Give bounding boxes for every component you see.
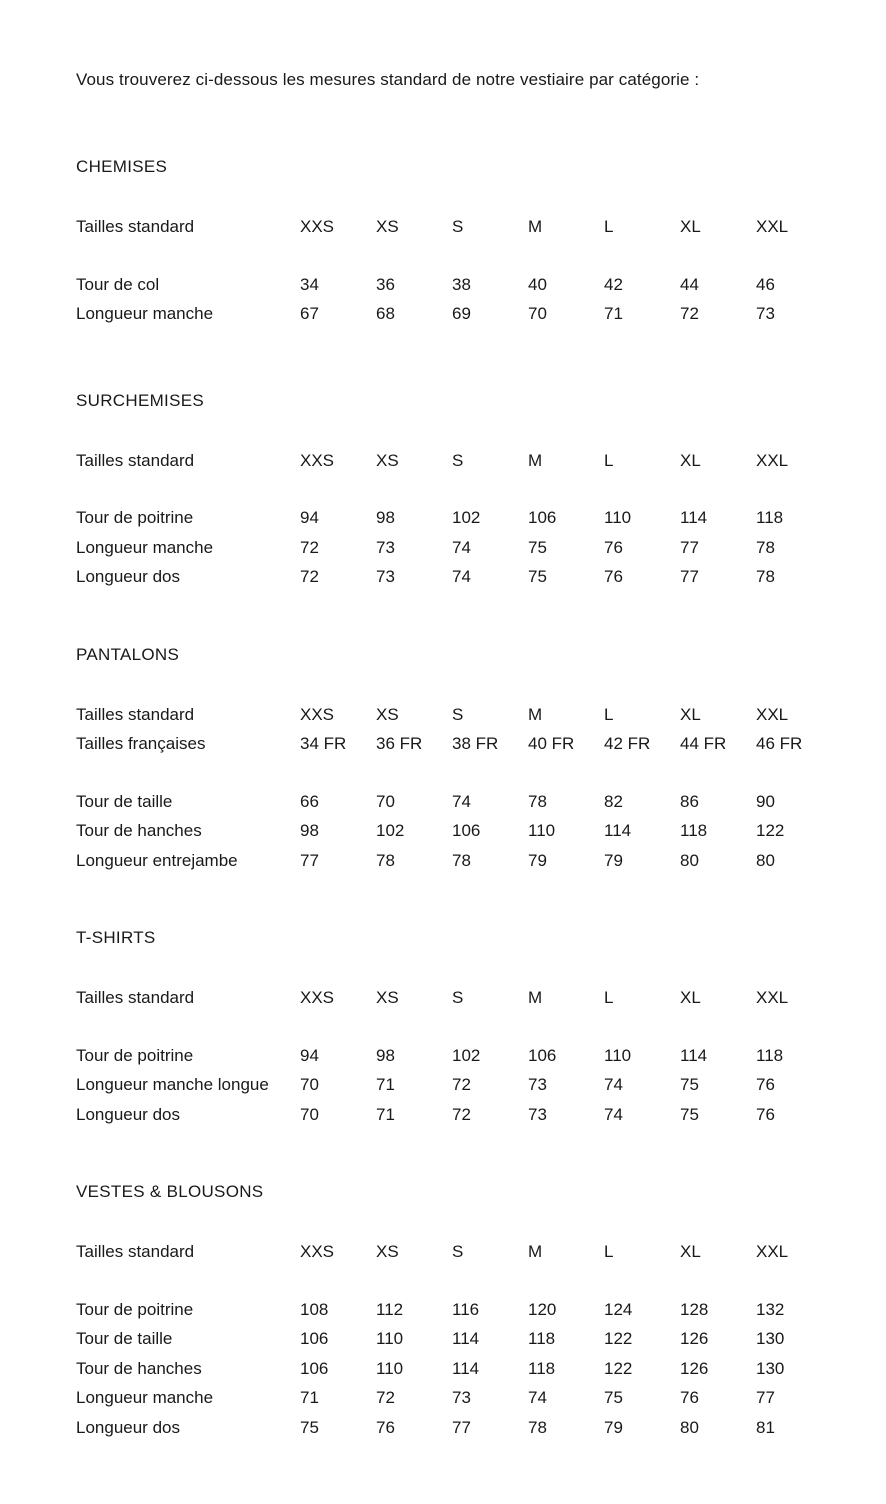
- size-table: [76, 700, 846, 876]
- measurement-value: 72: [452, 1104, 471, 1124]
- size-header-cell: L: [604, 988, 614, 1007]
- size-header-cell: M: [528, 450, 543, 470]
- measurement-value: 79: [528, 850, 547, 870]
- size-header-cell: M: [528, 704, 543, 724]
- measurement-row: [76, 846, 846, 876]
- measurement-value: 110: [528, 821, 556, 840]
- category-title: SURCHEMISES: [76, 390, 204, 410]
- measurement-value: 118: [680, 821, 708, 840]
- measurement-value: 73: [528, 1104, 547, 1124]
- measurement-value: 72: [300, 567, 319, 586]
- measurement-value: 80: [756, 850, 775, 870]
- size-header-cell: XL: [680, 1242, 701, 1261]
- size-header-cell: XL: [680, 450, 701, 470]
- measurement-value: 114: [680, 1045, 708, 1065]
- measurement-value: 78: [452, 850, 471, 870]
- table-spacer: [76, 1267, 846, 1295]
- measurement-value: 77: [452, 1417, 471, 1437]
- measurement-value: 71: [376, 1104, 395, 1124]
- measurement-row: [76, 1070, 846, 1100]
- measurement-value: 130: [756, 1358, 785, 1378]
- measurement-value: 76: [756, 1075, 775, 1094]
- measurement-label: Longueur dos: [76, 1104, 180, 1124]
- measurement-value: 34: [300, 274, 319, 294]
- size-header-cell: XXS: [300, 704, 335, 724]
- measurement-value: 75: [528, 567, 547, 586]
- measurement-value: 81: [756, 1417, 775, 1437]
- size-header-cell: XXS: [300, 1242, 335, 1261]
- size-header-cell: L: [604, 450, 614, 470]
- measurement-value: 102: [376, 821, 405, 840]
- intro-text: Vous trouverez ci-dessous les mesures standard de notre vestiaire par catégorie :: [76, 70, 700, 89]
- size-header-cell: XXS: [300, 450, 335, 470]
- measurement-label: Tour de poitrine: [76, 1299, 194, 1319]
- measurement-value: 75: [528, 537, 547, 557]
- measurement-label: Longueur manche: [76, 537, 214, 557]
- measurement-value: 126: [680, 1329, 709, 1348]
- table-spacer: [76, 759, 846, 787]
- measurement-value: 74: [452, 567, 471, 586]
- measurement-value: 102: [452, 1045, 481, 1065]
- measurement-value: 114: [452, 1329, 480, 1348]
- size-header-cell: XS: [376, 450, 399, 470]
- measurement-value: 42: [604, 274, 623, 294]
- header-row-label: Tailles standard: [76, 217, 195, 236]
- measurement-label: Tour de taille: [76, 1329, 173, 1348]
- measurement-row: [76, 1100, 846, 1130]
- measurement-value: 77: [680, 567, 699, 586]
- measurement-label: Tour de hanches: [76, 821, 202, 840]
- size-header-row: [76, 1237, 846, 1267]
- measurement-value: 74: [452, 791, 471, 811]
- measurement-value: 98: [300, 821, 319, 840]
- measurement-value: 110: [376, 1329, 404, 1348]
- size-header-cell: S: [452, 1242, 464, 1261]
- measurement-value: 130: [756, 1329, 785, 1348]
- size-header-cell: M: [528, 988, 543, 1007]
- measurement-value: 106: [452, 821, 481, 840]
- measurement-row: [76, 1295, 846, 1325]
- measurement-value: 128: [680, 1299, 709, 1319]
- measurement-value: 114: [680, 508, 708, 527]
- size-header-row: [76, 446, 846, 476]
- measurement-value: 78: [528, 791, 547, 811]
- measurement-value: 94: [300, 1045, 319, 1065]
- measurement-value: 44: [680, 274, 699, 294]
- category-section: [76, 1182, 846, 1442]
- size-header-cell: XXL: [756, 1242, 789, 1261]
- category-section: [76, 391, 846, 592]
- header-row-label: Tailles standard: [76, 704, 195, 724]
- measurement-value: 75: [680, 1075, 699, 1094]
- measurement-label: Longueur manche: [76, 1388, 214, 1407]
- size-header-cell: XS: [376, 988, 399, 1007]
- size-header-cell: 36 FR: [376, 734, 423, 753]
- size-header-cell: S: [452, 704, 464, 724]
- measurement-row: [76, 1413, 846, 1443]
- measurement-value: 116: [452, 1299, 480, 1319]
- size-header-row: [76, 212, 846, 242]
- measurement-value: 106: [528, 1045, 557, 1065]
- size-header-cell: L: [604, 1242, 614, 1261]
- measurement-value: 120: [528, 1299, 557, 1319]
- measurement-value: 78: [528, 1417, 547, 1437]
- measurement-value: 70: [300, 1104, 319, 1124]
- measurement-label: Longueur entrejambe: [76, 850, 238, 870]
- size-header-cell: XS: [376, 1242, 399, 1261]
- measurement-value: 74: [604, 1104, 623, 1124]
- size-header-row: [76, 729, 846, 759]
- measurement-value: 106: [300, 1358, 329, 1378]
- measurement-value: 70: [376, 791, 395, 811]
- category-title: VESTES & BLOUSONS: [76, 1182, 264, 1201]
- category-section: [76, 645, 846, 876]
- table-spacer: [76, 1013, 846, 1041]
- measurement-value: 75: [680, 1104, 699, 1124]
- header-row-label: Tailles françaises: [76, 734, 206, 753]
- header-row-label: Tailles standard: [76, 988, 195, 1007]
- size-table: [76, 446, 846, 592]
- measurement-row: [76, 1383, 846, 1413]
- measurement-row: [76, 299, 846, 329]
- measurement-value: 106: [528, 508, 557, 527]
- measurement-value: 74: [604, 1075, 623, 1094]
- measurement-value: 76: [376, 1417, 395, 1437]
- measurement-value: 94: [300, 508, 319, 527]
- measurement-value: 66: [300, 791, 319, 811]
- measurement-value: 82: [604, 791, 623, 811]
- measurement-value: 114: [604, 821, 632, 840]
- category-title: PANTALONS: [76, 644, 180, 664]
- measurement-value: 102: [452, 508, 481, 527]
- measurement-value: 71: [604, 304, 623, 323]
- size-header-cell: L: [604, 704, 614, 724]
- measurement-value: 46: [756, 274, 775, 294]
- measurement-value: 78: [376, 850, 395, 870]
- size-header-row: [76, 983, 846, 1013]
- measurement-value: 126: [680, 1358, 709, 1378]
- size-table: [76, 1237, 846, 1442]
- measurement-label: Longueur dos: [76, 1417, 180, 1437]
- measurement-row: [76, 533, 846, 563]
- measurement-value: 76: [604, 537, 623, 557]
- measurement-value: 73: [528, 1075, 547, 1094]
- size-table: [76, 212, 846, 329]
- measurement-value: 112: [376, 1299, 404, 1319]
- measurement-value: 72: [452, 1075, 471, 1094]
- measurement-row: [76, 1354, 846, 1384]
- measurement-label: Longueur manche: [76, 304, 214, 323]
- measurement-value: 79: [604, 1417, 623, 1437]
- measurement-value: 73: [756, 304, 775, 323]
- table-spacer: [76, 242, 846, 270]
- size-header-cell: 42 FR: [604, 734, 651, 753]
- category-title: T-SHIRTS: [76, 928, 156, 947]
- header-row-label: Tailles standard: [76, 1242, 195, 1261]
- measurement-value: 71: [376, 1075, 395, 1094]
- measurement-value: 77: [300, 850, 319, 870]
- size-header-row: [76, 700, 846, 730]
- measurement-value: 124: [604, 1299, 633, 1319]
- measurement-value: 77: [756, 1388, 775, 1407]
- category-title: CHEMISES: [76, 157, 168, 176]
- measurement-value: 98: [376, 508, 395, 527]
- size-header-cell: 44 FR: [680, 734, 727, 753]
- category-section: [76, 157, 846, 329]
- size-header-cell: XXL: [756, 988, 789, 1007]
- measurement-value: 69: [452, 304, 471, 323]
- measurement-row: [76, 1041, 846, 1071]
- measurement-value: 73: [376, 567, 395, 586]
- measurement-value: 118: [756, 1045, 784, 1065]
- measurement-value: 86: [680, 791, 699, 811]
- measurement-value: 72: [300, 537, 319, 557]
- size-header-cell: XXS: [300, 988, 335, 1007]
- measurement-value: 76: [680, 1388, 699, 1407]
- measurement-value: 122: [604, 1329, 633, 1348]
- measurement-value: 72: [376, 1388, 395, 1407]
- measurement-value: 74: [528, 1388, 547, 1407]
- size-header-cell: M: [528, 217, 543, 236]
- size-header-cell: XL: [680, 704, 701, 724]
- measurement-value: 70: [528, 304, 547, 323]
- measurement-row: [76, 562, 846, 592]
- measurement-value: 90: [756, 791, 775, 811]
- measurement-value: 80: [680, 1417, 699, 1437]
- size-header-cell: XS: [376, 704, 399, 724]
- measurement-value: 74: [452, 537, 471, 557]
- measurement-value: 36: [376, 274, 395, 294]
- measurement-value: 122: [756, 821, 785, 840]
- size-header-cell: S: [452, 988, 464, 1007]
- measurement-value: 80: [680, 850, 699, 870]
- measurement-value: 106: [300, 1329, 329, 1348]
- measurement-label: Tour de col: [76, 274, 160, 294]
- measurement-value: 110: [604, 1045, 632, 1065]
- measurement-value: 73: [376, 537, 395, 557]
- measurement-value: 114: [452, 1358, 480, 1378]
- size-header-cell: 34 FR: [300, 734, 347, 753]
- measurement-row: [76, 270, 846, 300]
- measurement-row: [76, 816, 846, 846]
- measurement-value: 118: [528, 1358, 556, 1378]
- measurement-row: [76, 503, 846, 533]
- measurement-label: Longueur dos: [76, 567, 180, 586]
- measurement-value: 132: [756, 1299, 785, 1319]
- header-row-label: Tailles standard: [76, 450, 195, 470]
- measurement-value: 75: [604, 1388, 623, 1407]
- measurement-label: Tour de hanches: [76, 1358, 202, 1378]
- measurement-value: 77: [680, 537, 699, 557]
- measurement-value: 118: [528, 1329, 556, 1348]
- size-table: [76, 983, 846, 1129]
- measurement-value: 118: [756, 508, 784, 527]
- measurement-label: Tour de poitrine: [76, 1045, 194, 1065]
- measurement-value: 72: [680, 304, 699, 323]
- size-header-cell: XXL: [756, 217, 789, 236]
- measurement-value: 75: [300, 1417, 319, 1437]
- measurement-value: 110: [604, 508, 632, 527]
- measurement-value: 76: [756, 1104, 775, 1124]
- size-header-cell: XXL: [756, 704, 789, 724]
- size-header-cell: 38 FR: [452, 734, 499, 753]
- size-header-cell: XL: [680, 217, 701, 236]
- size-header-cell: XL: [680, 988, 701, 1007]
- measurement-value: 70: [300, 1075, 319, 1094]
- size-header-cell: 46 FR: [756, 734, 803, 753]
- size-header-cell: 40 FR: [528, 734, 575, 753]
- measurement-label: Tour de poitrine: [76, 508, 194, 527]
- measurement-row: [76, 1324, 846, 1354]
- size-header-cell: XXS: [300, 217, 335, 236]
- size-header-cell: XXL: [756, 450, 789, 470]
- table-spacer: [76, 475, 846, 503]
- measurement-value: 38: [452, 274, 471, 294]
- measurement-label: Tour de taille: [76, 791, 173, 811]
- size-header-cell: S: [452, 217, 464, 236]
- measurement-value: 122: [604, 1358, 633, 1378]
- measurement-label: Longueur manche longue: [76, 1075, 269, 1094]
- measurement-value: 40: [528, 274, 547, 294]
- measurement-value: 110: [376, 1358, 404, 1378]
- measurement-row: [76, 787, 846, 817]
- category-section: [76, 928, 846, 1129]
- measurement-value: 68: [376, 304, 395, 323]
- measurement-value: 71: [300, 1388, 319, 1407]
- measurement-value: 67: [300, 304, 319, 323]
- measurement-value: 79: [604, 850, 623, 870]
- size-header-cell: S: [452, 450, 464, 470]
- measurement-value: 108: [300, 1299, 329, 1319]
- measurement-value: 73: [452, 1388, 471, 1407]
- size-header-cell: XS: [376, 217, 399, 236]
- size-header-cell: M: [528, 1242, 543, 1261]
- measurement-value: 98: [376, 1045, 395, 1065]
- size-header-cell: L: [604, 217, 614, 236]
- measurement-value: 76: [604, 567, 623, 586]
- measurement-value: 78: [756, 537, 775, 557]
- measurement-value: 78: [756, 567, 775, 586]
